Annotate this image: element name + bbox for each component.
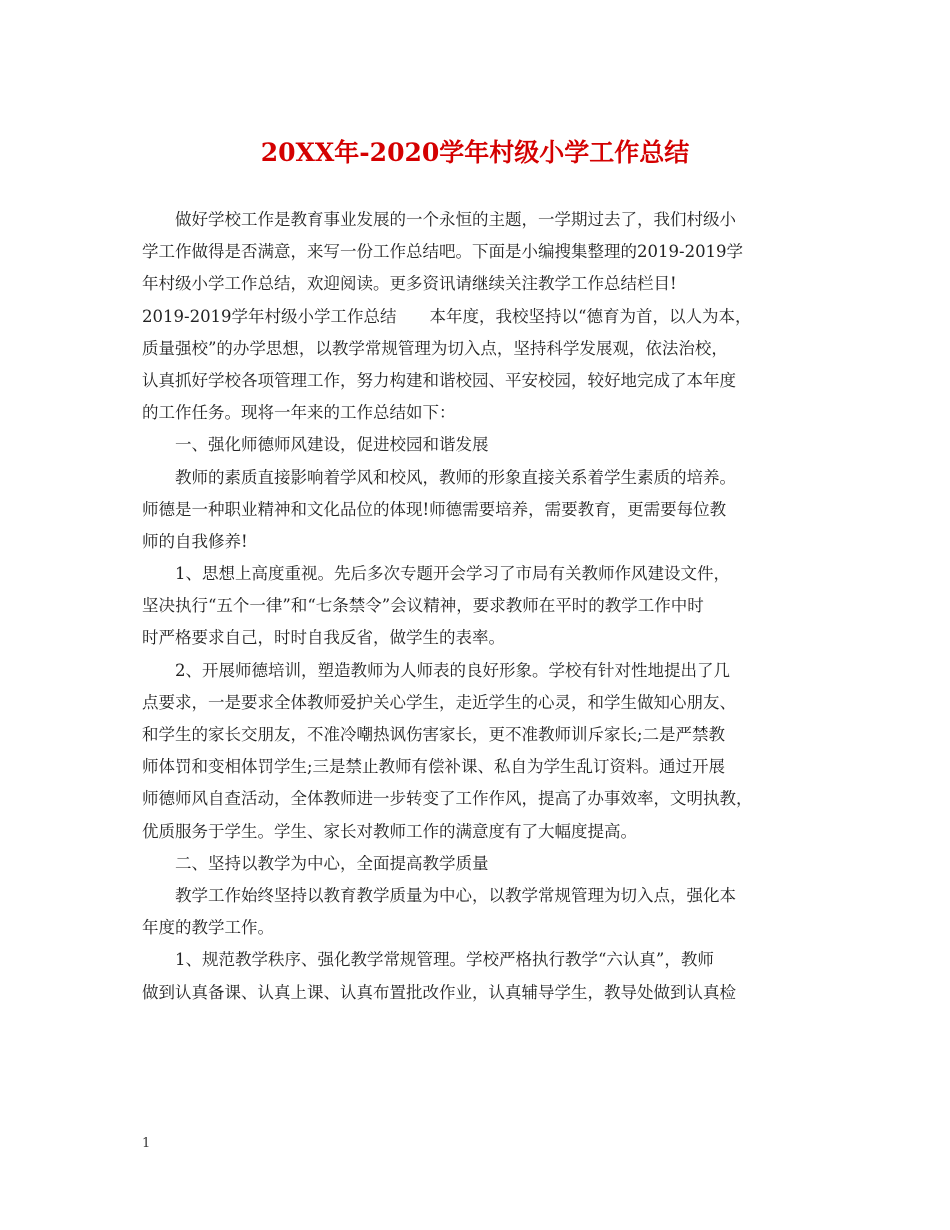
body-line: 时严格要求自己，时时自我反省，做学生的表率。 bbox=[142, 628, 505, 648]
body-line: 的工作任务。现将一年来的工作总结如下： bbox=[142, 403, 456, 423]
body-line: 师体罚和变相体罚学生;三是禁止教师有偿补课、私自为学生乱订资料。通过开展 bbox=[142, 757, 726, 777]
body-line: 2、开展师德培训，塑造教师为人师表的良好形象。学校有针对性地提出了几 bbox=[175, 660, 730, 680]
page-number: 1 bbox=[142, 1136, 151, 1151]
body-line: 做好学校工作是教育事业发展的一个永恒的主题，一学期过去了，我们村级小 bbox=[175, 210, 736, 229]
body-line: 1、思想上高度重视。先后多次专题开会学习了市局有关教师作风建设文件， bbox=[175, 564, 730, 584]
body-line: 年度的教学工作。 bbox=[142, 918, 274, 938]
body-line: 质量强校”的办学思想，以教学常规管理为切入点，坚持科学发展观，依法治校， bbox=[142, 338, 728, 358]
body-line: 坚决执行“五个一律”和“七条禁令”会议精神，要求教师在平时的教学工作中时 bbox=[142, 596, 704, 616]
body-line: 做到认真备课、认真上课、认真布置批改作业，认真辅导学生，教导处做到认真检 bbox=[142, 982, 736, 1002]
body-line: 点要求，一是要求全体教师爱护关心学生，走近学生的心灵，和学生做知心朋友、 bbox=[142, 692, 736, 712]
body-line: 认真抓好学校各项管理工作，努力构建和谐校园、平安校园，较好地完成了本年度 bbox=[142, 370, 736, 390]
body-line: 和学生的家长交朋友，不准冷嘲热讽伤害家长，更不准教师训斥家长;二是严禁教 bbox=[142, 725, 726, 744]
body-line: 学工作做得是否满意，来写一份工作总结吧。下面是小编搜集整理的2019-2019学 bbox=[142, 242, 744, 262]
body-line: 2019-2019学年村级小学工作总结 本年度，我校坚持以“德育为首，以人为本， bbox=[142, 306, 752, 326]
body-line: 年村级小学工作总结，欢迎阅读。更多资讯请继续关注教学工作总结栏目! bbox=[142, 274, 677, 294]
document-title: 20XX年-2020学年村级小学工作总结 bbox=[260, 138, 690, 167]
body-line: 优质服务于学生。学生、家长对教师工作的满意度有了大幅度提高。 bbox=[142, 821, 637, 841]
body-line: 教学工作始终坚持以教育教学质量为中心，以教学常规管理为切入点，强化本 bbox=[175, 885, 736, 905]
section-heading: 二、坚持以教学为中心，全面提高教学质量 bbox=[175, 853, 489, 873]
body-line: 1、规范教学秩序、强化教学常规管理。学校严格执行教学“六认真”，教师 bbox=[175, 950, 714, 970]
body-line: 师德是一种职业精神和文化品位的体现!师德需要培养，需要教育，更需要每位教 bbox=[142, 499, 727, 519]
body-line: 教师的素质直接影响着学风和校风，教师的形象直接关系着学生素质的培养。 bbox=[175, 467, 736, 487]
body-line: 师德师风自查活动，全体教师进一步转变了工作作风，提高了办事效率，文明执教， bbox=[142, 789, 753, 809]
section-heading: 一、强化师德师风建设，促进校园和谐发展 bbox=[175, 435, 489, 455]
body-line: 师的自我修养! bbox=[142, 531, 248, 551]
document-body bbox=[142, 204, 810, 1009]
